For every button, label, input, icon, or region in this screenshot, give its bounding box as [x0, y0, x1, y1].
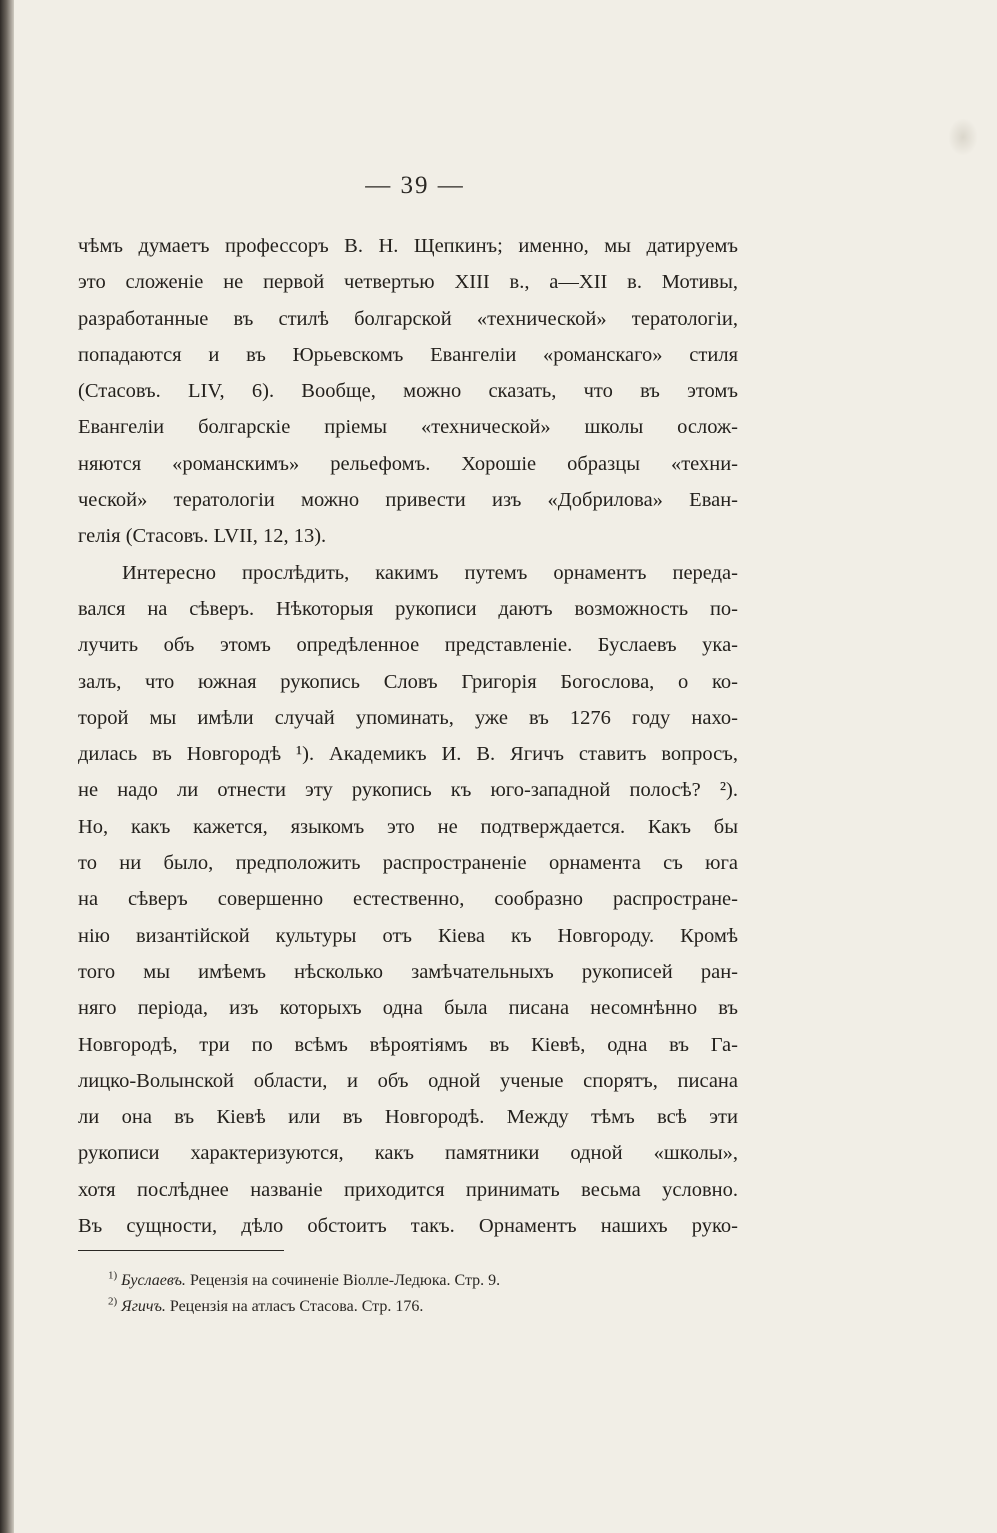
text-line: Евангеліи болгарскіе пріемы «технической» школы ослож- [78, 416, 738, 439]
footnotes [108, 1268, 728, 1320]
paper-stain [948, 118, 978, 156]
footnote-author: Буслаевъ. [121, 1272, 186, 1289]
page-number: — 39 — [365, 172, 465, 199]
text-line: ли она въ Кіевѣ или въ Новгородѣ. Между тѣмъ всѣ эти [78, 1106, 738, 1129]
text-line: того мы имѣемъ нѣсколько замѣчательныхъ рукописей ран- [78, 960, 738, 983]
footnote-2 [108, 1294, 728, 1320]
text-line: няго періода, изъ которыхъ одна была писана несомнѣнно въ [78, 997, 738, 1020]
text-line: разработанные въ стилѣ болгарской «технической» тератологіи, [78, 307, 738, 330]
footnote-marker: 2) [108, 1295, 118, 1308]
footnote-marker: 1) [108, 1269, 118, 1282]
text-line: Но, какъ кажется, языкомъ это не подтверждается. Какъ бы [78, 815, 738, 838]
footnote-author: Ягичъ. [121, 1298, 166, 1315]
text-line: няются «романскимъ» рельефомъ. Хорошіе образцы «техни- [78, 452, 738, 475]
text-line: Новгородѣ, три по всѣмъ вѣроятіямъ въ Кіевѣ, одна въ Га- [78, 1033, 738, 1056]
text-line: не надо ли отнести эту рукопись къ юго-западной полосѣ? ²). [78, 779, 738, 802]
text-line: лучить объ этомъ опредѣленное представленіе. Буслаевъ ука- [78, 634, 738, 657]
text-line: вался на сѣверъ. Нѣкоторыя рукописи даютъ возможность по- [78, 597, 738, 620]
text-line: гелія (Стасовъ. LVII, 12, 13). [78, 525, 327, 548]
text-line: хотя послѣднее названіе приходится принимать весьма условно. [78, 1178, 738, 1201]
text-line: лицко-Волынской области, и объ одной ученые спорятъ, писана [78, 1069, 738, 1092]
footnote-text: Рецензія на атласъ Стасова. Стр. 176. [169, 1298, 424, 1315]
footnote-separator [78, 1250, 284, 1251]
text-line: чѣмъ думаетъ профессоръ В. Н. Щепкинъ; именно, мы датируемъ [78, 235, 738, 257]
text-line: залъ, что южная рукопись Словъ Григорія Богослова, о ко- [78, 670, 738, 693]
text-line: попадаются и въ Юрьевскомъ Евангеліи «романскаго» стиля [78, 343, 738, 366]
footnote-1 [108, 1268, 728, 1294]
text-line: то ни было, предположить распространеніе орнамента съ юга [78, 852, 738, 875]
text-line: рукописи характеризуются, какъ памятники одной «школы», [78, 1142, 738, 1165]
text-line: на сѣверъ совершенно естественно, сообразно распростране- [78, 888, 738, 911]
text-line: дилась въ Новгородѣ ¹). Академикъ И. В. Ягичъ ставитъ вопросъ, [78, 743, 738, 766]
paragraph-first-line: Интересно прослѣдить, какимъ путемъ орнаментъ переда- [122, 561, 738, 584]
text-line: это сложеніе не первой четвертью XIII в., а—XII в. Мотивы, [78, 271, 738, 294]
text-line: ческой» тератологіи можно привести изъ «Добрилова» Еван- [78, 489, 738, 512]
text-line: нію византійской культуры отъ Кіева къ Новгороду. Кромѣ [78, 924, 738, 947]
footnote-text: Рецензія на сочиненіе Віолле-Ледюка. Стр. 9. [189, 1272, 501, 1289]
binding-edge [0, 0, 14, 1533]
text-line: Въ сущности, дѣло обстоитъ такъ. Орнаментъ нашихъ руко- [78, 1215, 738, 1238]
body-text [78, 228, 738, 1244]
text-line: (Стасовъ. LIV, 6). Вообще, можно сказать, что въ этомъ [78, 380, 738, 403]
text-line: торой мы имѣли случай упоминать, уже въ 1276 году нахо- [78, 706, 738, 729]
